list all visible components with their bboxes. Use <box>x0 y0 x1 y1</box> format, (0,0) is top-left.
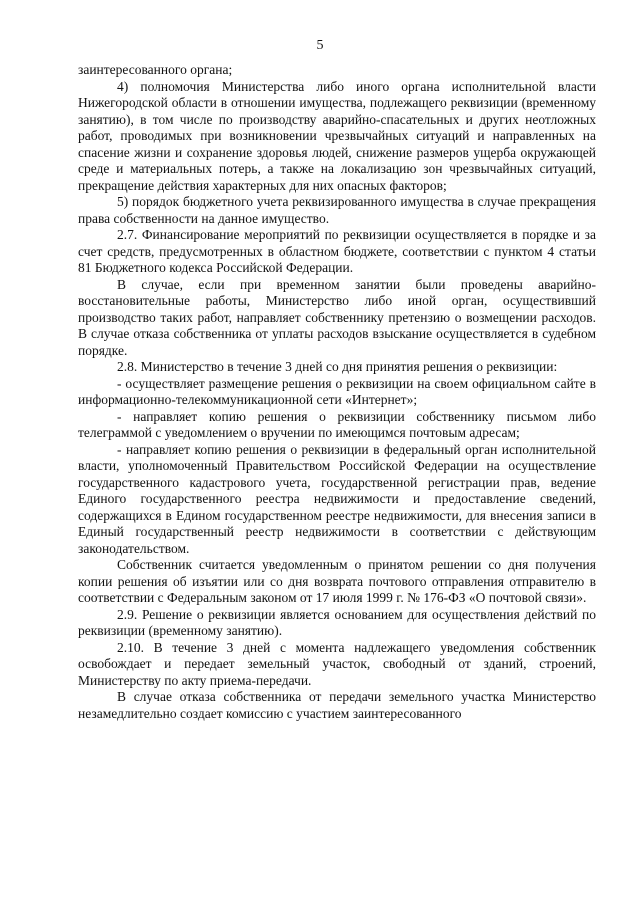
list-item: - направляет копию решения о реквизиции собственнику письмом либо телеграммой с уведомлением о вручении по имеющимся почтовым адресам; <box>78 408 596 440</box>
paragraph: В случае отказа собственника от передачи земельного участка Министерство незамедлительно создает комиссию с участием заинтересованного <box>78 689 596 721</box>
page-number: 5 <box>316 38 324 53</box>
paragraph: Собственник считается уведомленным о принятом решении со дня получения копии решения об изъятии или со дня возврата почтового отправления отправителю в соответствии с Федеральным законом от 17 июля 1999 г. № 176-ФЗ «О почтовой связи». <box>78 557 596 605</box>
document-body <box>78 62 596 722</box>
paragraph: 2.10. В течение 3 дней с момента надлежащего уведомления собственник освобождает и передает земельный участок, свободный от зданий, строений, Министерству по акту приема-передачи. <box>78 639 596 688</box>
list-item: - направляет копию решения о реквизиции в федеральный орган исполнительной власти, уполномоченный Правительством Российской Федерации на осуществление государственного кадастрового учета, государственной регистрации прав, ведение Единого государственного реестра недвижимости и предоставление сведений, содержащихся в Едином государственном реестре недвижимости, для внесения записи в Единый государственный реестр недвижимости в соответствии с действующим законодательством. <box>78 441 596 556</box>
paragraph: 2.9. Решение о реквизиции является основанием для осуществления действий по реквизиции (временному занятию). <box>78 606 596 638</box>
paragraph: 2.8. Министерство в течение 3 дней со дня принятия решения о реквизиции: <box>117 359 558 374</box>
paragraph: 4) полномочия Министерства либо иного органа исполнительной власти Нижегородской области в отношении имущества, подлежащего реквизиции (временному занятию), в том числе по производству аварийно-спасательных и других неотложных работ, проводимых при возникновении чрезвычайных ситуаций и направленных на спасение жизни и сохранение здоровья людей, снижение размеров ущерба окружающей среде и материальных потерь, а также на локализацию зон чрезвычайных ситуаций, прекращение действия характерных для них опасных факторов; <box>78 78 596 193</box>
paragraph: 2.7. Финансирование мероприятий по реквизиции осуществляется в порядке и за счет средств, предусмотренных в областном бюджете, соответствии с пунктом 4 статьи 81 Бюджетного кодекса Российской Федерации. <box>78 227 596 275</box>
paragraph: В случае, если при временном занятии были проведены аварийно-восстановительные работы, Министерство либо иной орган, осуществивший производство таких работ, направляет собственнику претензию о возмещении расходов. В случае отказа собственника от уплаты расходов взыскание осуществляется в судебном порядке. <box>78 276 596 358</box>
paragraph: 5) порядок бюджетного учета реквизированного имущества в случае прекращения права собственности на данное имущество. <box>78 194 596 226</box>
list-item: - осуществляет размещение решения о реквизиции на своем официальном сайте в информационно-телекоммуникационной сети «Интернет»; <box>78 375 596 407</box>
paragraph: заинтересованного органа; <box>78 62 233 77</box>
